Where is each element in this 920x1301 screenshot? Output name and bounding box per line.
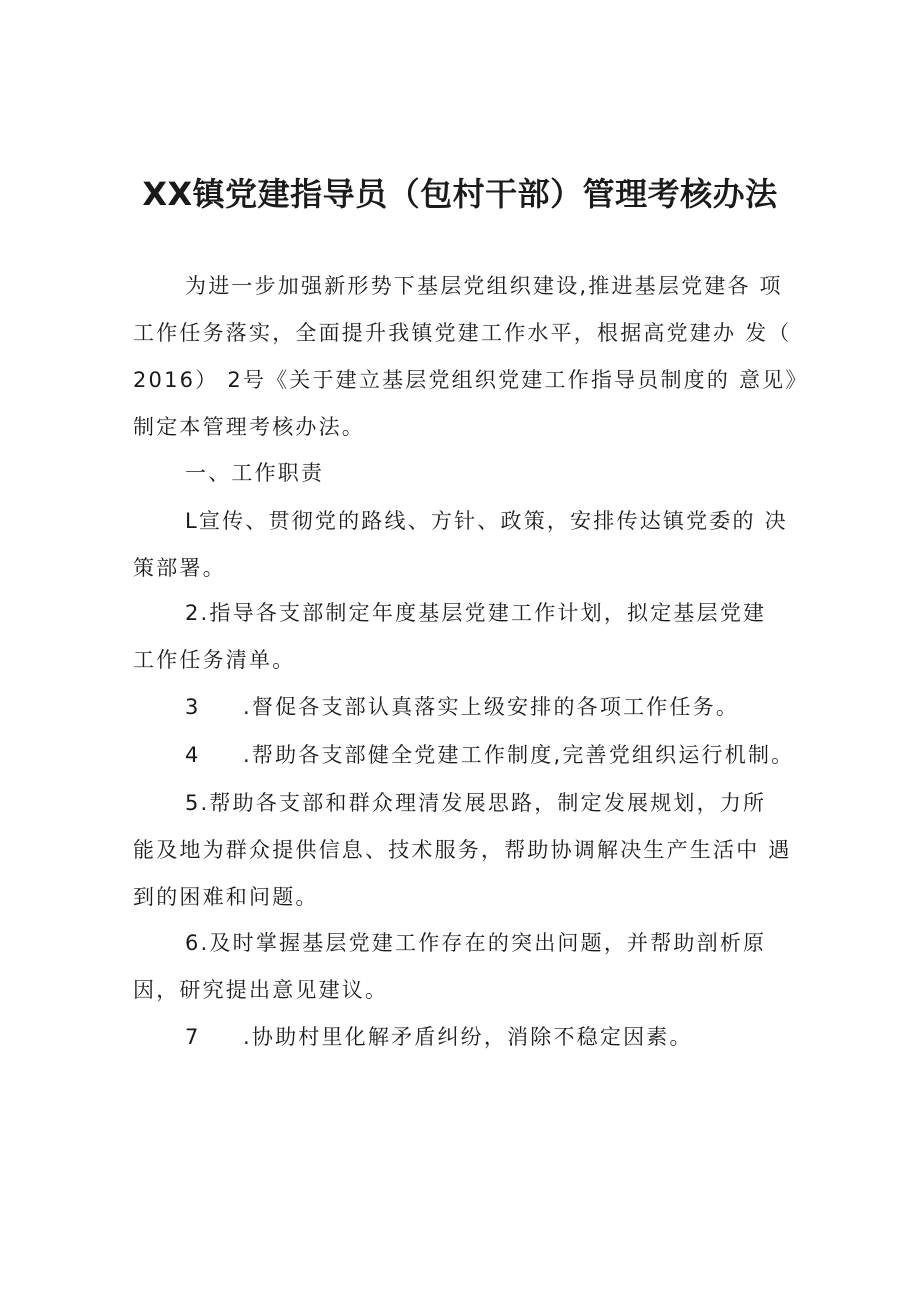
item-5-line-2: 能及地为群众提供信息、技术服务，帮助协调解决生产生活中 遇 (133, 838, 792, 862)
item-1 (133, 498, 798, 592)
item-7-number: 7 (185, 1025, 201, 1049)
item-2-line-1: 2.指导各支部制定年度基层党建工作计划，拟定基层党建 (185, 601, 767, 625)
item-6-line-1: 6.及时掌握基层党建工作存在的突出问题，并帮助剖析原 (185, 931, 767, 955)
item-2-line-2: 工作任务清单。 (133, 648, 296, 672)
item-1-line-2: 策部署。 (133, 556, 226, 580)
intro-line-4: 制定本管理考核办法。 (133, 415, 365, 439)
item-3 (133, 684, 798, 731)
item-7-text: .协助村里化解矛盾纠纷，消除不稳定因素。 (243, 1025, 693, 1049)
intro-paragraph (133, 263, 809, 451)
item-3-text: .督促各支部认真落实上级安排的各项工作任务。 (243, 695, 740, 719)
section-heading: 一、工作职责 (185, 461, 325, 485)
item-4-text: .帮助各支部健全党建工作制度,完善党组织运行机制。 (243, 743, 795, 767)
item-2 (133, 590, 798, 684)
item-6 (133, 920, 798, 1014)
item-7 (133, 1014, 798, 1061)
item-3-number: 3 (185, 695, 201, 719)
intro-line-1: 为进一步加强新形势下基层党组织建设,推进基层党建各 项 (185, 274, 783, 298)
document-title: XX镇党建指导员（包村干部）管理考核办法 (142, 175, 778, 213)
item-5-line-1: 5.帮助各支部和群众理清发展思路，制定发展规划，力所 (185, 791, 767, 815)
item-4-number: 4 (185, 743, 201, 767)
item-5 (133, 780, 798, 921)
item-4 (133, 732, 798, 779)
item-5-line-3: 到的困难和问题。 (133, 885, 319, 909)
intro-line-2: 工作任务落实，全面提升我镇党建工作水平，根据高党建办 发（ (133, 321, 792, 345)
item-6-line-2: 因，研究提出意见建议。 (133, 978, 389, 1002)
item-1-line-1: L宣传、贯彻党的路线、方针、政策，安排传达镇党委的 决 (185, 509, 788, 533)
intro-line-3: 2016） 2号《关于建立基层党组织党建工作指导员制度的 意见》 (133, 368, 809, 392)
